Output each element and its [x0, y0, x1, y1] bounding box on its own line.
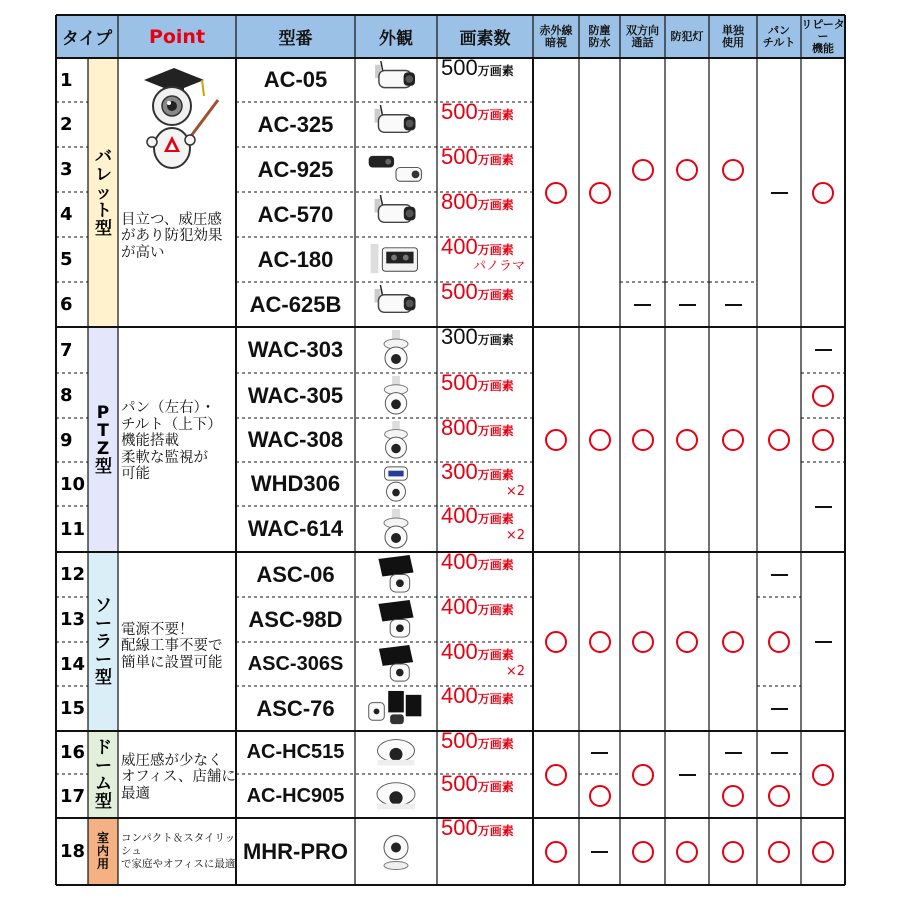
model-label: ASC-306S — [247, 652, 344, 675]
resolution-number: 500 — [441, 279, 478, 304]
row-number-label: 7 — [60, 339, 73, 361]
resolution-unit: 万画素 — [477, 243, 514, 257]
resolution-unit: 万画素 — [477, 737, 514, 751]
row-number-label: 11 — [60, 518, 86, 540]
row-number-label: 4 — [60, 204, 73, 225]
resolution-number: 500 — [441, 728, 478, 753]
resolution-number: 500 — [441, 370, 478, 395]
resolution-extra: ×2 — [505, 484, 525, 499]
row-number-label: 17 — [60, 785, 86, 807]
resolution-number: 500 — [441, 144, 478, 169]
row-number-label: 10 — [60, 473, 86, 495]
row-number-label: 15 — [60, 698, 86, 719]
resolution-unit: 万画素 — [477, 379, 514, 393]
resolution-number: 400 — [441, 503, 478, 528]
resolution-number: 300 — [441, 324, 478, 349]
model-label: AC-925 — [257, 156, 334, 182]
resolution-number: 800 — [441, 189, 478, 214]
row-number-label: 14 — [60, 653, 86, 675]
model-label: WAC-303 — [247, 337, 344, 362]
model-label: AC-325 — [257, 111, 334, 137]
header-resolution-label: 画素数 — [459, 29, 511, 49]
resolution-unit: 万画素 — [477, 603, 514, 617]
resolution-number: 400 — [441, 683, 478, 708]
model-label: WAC-308 — [247, 427, 344, 452]
resolution-unit: 万画素 — [477, 333, 514, 347]
header-feature-label: パン チルト — [762, 23, 796, 49]
resolution-number: 400 — [441, 639, 478, 664]
model-label: ASC-76 — [256, 695, 335, 721]
resolution-unit: 万画素 — [477, 198, 514, 212]
row-number-label: 2 — [60, 114, 73, 135]
model-label: WAC-614 — [247, 516, 344, 541]
resolution-extra: ×2 — [505, 664, 525, 679]
resolution-unit: 万画素 — [477, 780, 514, 794]
point-text: コンパクト＆スタイリッシュ で家庭やオフィスに最適 — [121, 832, 236, 870]
header-feature-label: 単独 使用 — [722, 23, 744, 49]
model-label: AC-180 — [257, 246, 334, 272]
point-text: パン（左右）・ チルト（上下） 機能搭載 柔軟な監視が 可能 — [121, 400, 222, 483]
model-label: ASC-06 — [256, 561, 335, 587]
category-label: 室内用 — [96, 831, 109, 871]
point-text: 電源不要！ 配線工事不要で 簡単に設置可能 — [121, 621, 223, 671]
row-number-label: 9 — [60, 429, 73, 451]
row-number-label: 12 — [60, 564, 86, 585]
model-label: MHR-PRO — [242, 838, 349, 864]
header-feature-label: 赤外線 暗視 — [539, 23, 573, 49]
resolution-number: 500 — [441, 815, 478, 840]
resolution-unit: 万画素 — [477, 512, 514, 526]
model-label: AC-HC515 — [246, 741, 345, 763]
point-text: 目立つ、威圧感 があり防犯効果 が高い — [121, 211, 223, 261]
resolution-unit: 万画素 — [477, 824, 514, 838]
header-feature-label: 防犯灯 — [670, 29, 704, 43]
resolution-extra: ×2 — [505, 528, 525, 543]
resolution-unit: 万画素 — [477, 288, 514, 302]
model-label: AC-HC905 — [246, 784, 345, 807]
header-point-label: Point — [148, 25, 206, 48]
resolution-number: 500 — [441, 771, 478, 796]
resolution-number: 400 — [441, 594, 478, 619]
row-number-label: 1 — [60, 69, 73, 91]
row-number-label: 5 — [60, 249, 73, 270]
point-text: 威圧感が少なく オフィス、店舗に 最適 — [121, 752, 236, 802]
header-feature-label: 防塵 防水 — [588, 23, 611, 49]
row-number-label: 16 — [60, 742, 86, 763]
resolution-number: 300 — [441, 459, 478, 484]
category-label: ソーラー型 — [95, 595, 112, 688]
model-label: WAC-305 — [247, 382, 344, 408]
model-label: WHD306 — [250, 471, 341, 496]
header-appearance-label: 外観 — [379, 29, 413, 49]
resolution-number: 400 — [441, 234, 478, 259]
resolution-unit: 万画素 — [477, 153, 514, 167]
category-label: ドーム型 — [95, 737, 112, 812]
resolution-unit: 万画素 — [477, 468, 514, 482]
category-label: PTZ型 — [95, 402, 112, 477]
resolution-unit: 万画素 — [477, 108, 514, 122]
row-number-label: 8 — [60, 385, 73, 406]
model-label: ASC-98D — [248, 606, 343, 632]
resolution-unit: 万画素 — [477, 692, 514, 706]
model-label: AC-625B — [249, 291, 342, 317]
resolution-unit: 万画素 — [477, 648, 514, 662]
row-number-label: 18 — [60, 841, 86, 862]
header-model-label: 型番 — [278, 29, 313, 49]
resolution-extra: パノラマ — [472, 259, 525, 274]
header-feature-label: 双方向 通話 — [626, 23, 659, 49]
category-label: バレット型 — [95, 146, 112, 239]
header-type-label: タイプ — [61, 29, 113, 49]
header-feature-label: リピーター 機能 — [801, 17, 845, 55]
resolution-number: 500 — [441, 99, 478, 124]
row-number-label: 3 — [60, 159, 73, 180]
model-label: AC-570 — [257, 201, 334, 227]
resolution-number: 800 — [441, 415, 478, 440]
row-number-label: 6 — [60, 294, 73, 315]
row-number-label: 13 — [60, 609, 86, 630]
model-label: AC-05 — [263, 67, 328, 92]
resolution-unit: 万画素 — [477, 64, 514, 78]
resolution-number: 500 — [441, 55, 478, 80]
resolution-unit: 万画素 — [477, 424, 514, 438]
resolution-number: 400 — [441, 549, 478, 574]
resolution-unit: 万画素 — [477, 558, 514, 572]
